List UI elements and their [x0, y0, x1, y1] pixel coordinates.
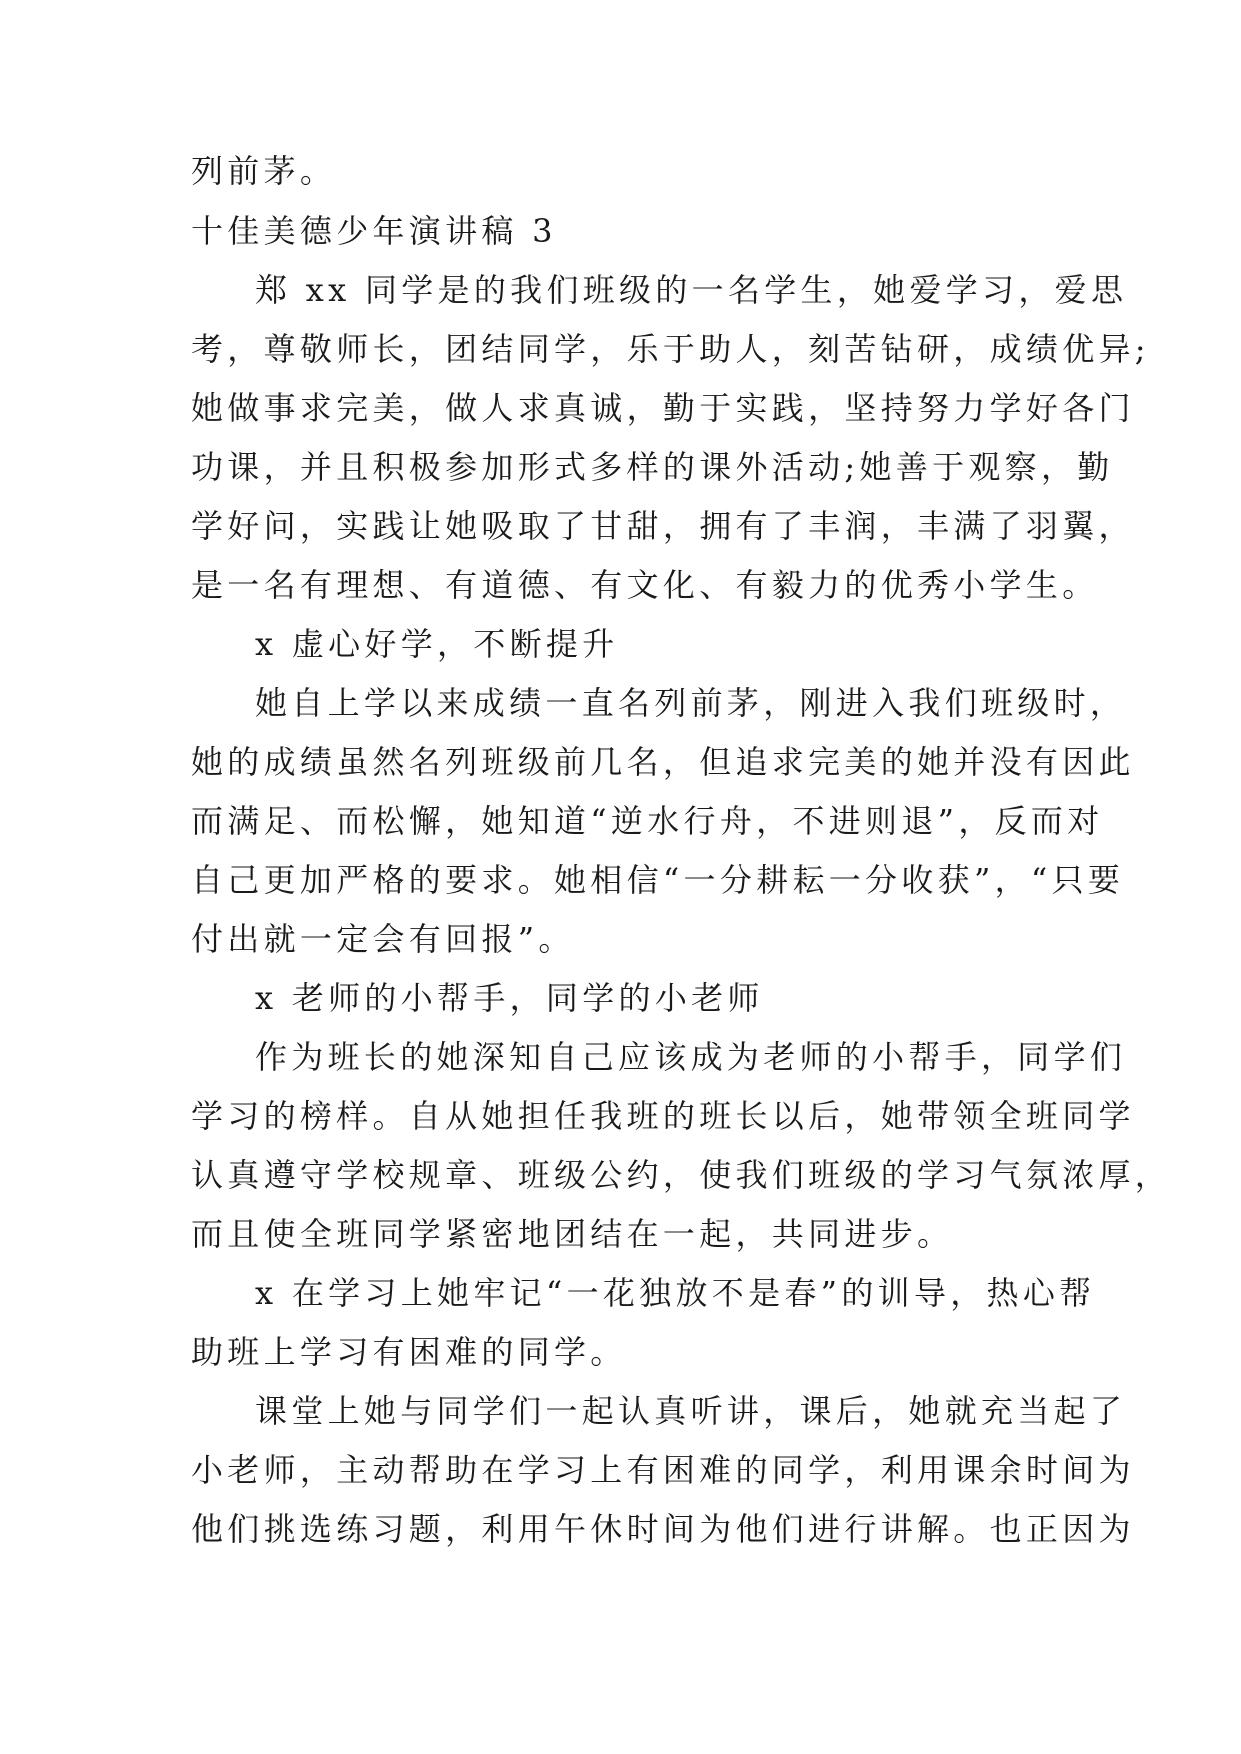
text-line: 他们挑选练习题，利用午休时间为他们进行讲解。也正因为: [191, 1510, 1135, 1548]
text-line: 助班上学习有困难的同学。: [191, 1333, 627, 1371]
text-line: 列前茅。: [191, 152, 337, 190]
text-line: x 在学习上她牢记“一花独放不是春”的训导，热心帮: [255, 1274, 1096, 1312]
text-line: 她的成绩虽然名列班级前几名，但追求完美的她并没有因此: [191, 743, 1135, 781]
text-line: 学习的榜样。自从她担任我班的班长以后，她带领全班同学: [191, 1097, 1135, 1135]
text-line: 小老师，主动帮助在学习上有困难的同学，利用课余时间为: [191, 1451, 1135, 1489]
text-line: 学好问，实践让她吸取了甘甜，拥有了丰润，丰满了羽翼，: [191, 507, 1135, 545]
text-line: 而且使全班同学紧密地团结在一起，共同进步。: [191, 1215, 954, 1253]
subheading: x 虚心好学，不断提升: [255, 625, 619, 663]
text-line: 认真遵守学校规章、班级公约，使我们班级的学习气氛浓厚，: [191, 1156, 1172, 1194]
text-line: 是一名有理想、有道德、有文化、有毅力的优秀小学生。: [191, 566, 1099, 604]
text-line: 付出就一定会有回报”。: [191, 920, 575, 958]
text-line: 自己更加严格的要求。她相信“一分耕耘一分收获”，“只要: [191, 861, 1125, 899]
subheading: x 老师的小帮手，同学的小老师: [255, 979, 764, 1017]
text-line: 她自上学以来成绩一直名列前茅，刚进入我们班级时，: [255, 684, 1127, 722]
text-line: 功课，并且积极参加形式多样的课外活动;她善于观察，勤: [191, 448, 1114, 486]
text-line: 她做事求完美，做人求真诚，勤于实践，坚持努力学好各门: [191, 389, 1135, 427]
text-line: 考，尊敬师长，团结同学，乐于助人，刻苦钻研，成绩优异;: [191, 330, 1150, 368]
text-line: 课堂上她与同学们一起认真听讲，课后，她就充当起了: [255, 1392, 1127, 1430]
section-title: 十佳美德少年演讲稿 3: [191, 212, 557, 250]
text-line: 而满足、而松懈，她知道“逆水行舟，不进则退”，反而对: [191, 802, 1104, 840]
text-line: 郑 xx 同学是的我们班级的一名学生，她爱学习，爱思: [255, 271, 1128, 309]
text-line: 作为班长的她深知自己应该成为老师的小帮手，同学们: [255, 1038, 1127, 1076]
